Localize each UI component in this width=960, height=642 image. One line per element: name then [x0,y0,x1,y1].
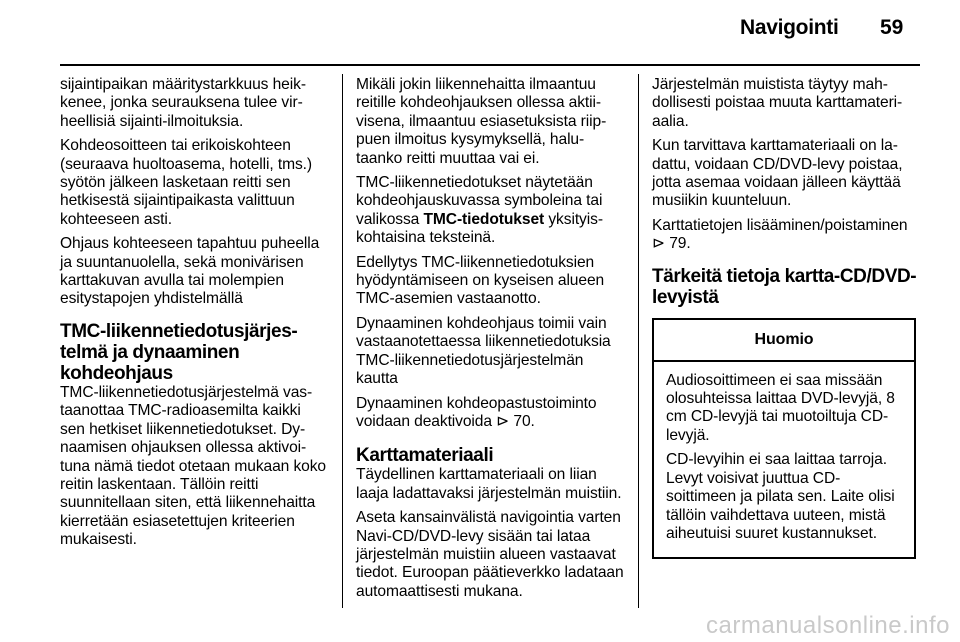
header-rule [60,64,920,66]
paragraph: Audiosoittimeen ei saa missään olosuhteissa laittaa DVD-levyjä, 8 cm CD-levyjä tai muotoiltuja CD-levyjä. [666,371,895,444]
note-body [654,362,914,558]
watermark: carmanualsonline.info [706,612,950,639]
section-heading-tmc: TMC-liikennetiedotusjärjestelmä ja dynaaminen kohdeohjaus [60,320,298,384]
text-run: TMC-liikennetiedotukset näytetään kohdeohjauskuvassa symboleina tai valikossa [356,174,603,228]
paragraph: CD-levyihin ei saa laittaa tarroja. Levyt voisivat juuttua CD-soittimeen ja pilata sen. Laite olisi tällöin vaihdettava uuteen, mistä aiheutuisi suuret kustannukset. [666,451,895,542]
note-box [652,318,916,560]
paragraph: Aseta kansainvälistä navigointia varten Navi-CD/DVD-levy sisään tai lataa järjestelmän muistiin alueen vastaavat tiedot. Euroopan päätieverkko ladataan automaattisesti mukana. [356,509,624,600]
paragraph: Kun tarvittava karttamateriaali on ladattu, voidaan CD/DVD-levy poistaa, jotta asemaa voidaan jälleen käyttää musiikin kuunteluun. [652,137,903,210]
paragraph: Kohdeosoitteen tai erikoiskohteen (seuraava huoltoasema, hotelli, tms.) syötön jälkeen lasketaan reitti sen hetkisestä sijaintipaikasta valittuun kohteeseen asti. [60,137,312,228]
text-run: yksityiskohtaisina teksteinä. [356,210,604,247]
paragraph: Täydellinen karttamateriaali on liian laaja ladattavaksi järjestelmän muistiin. [356,466,622,502]
column-3 [652,76,920,559]
page-footer [0,604,960,642]
paragraph: Ohjaus kohteeseen tapahtuu puheella ja suuntanuolella, sekä monivärisen karttakuvan avulla tai molempien esitystapojen yhdistelmällä [60,235,320,308]
menu-reference: TMC-tiedotukset [423,210,545,228]
section-heading-karttamateriaali: Karttamateriaali [356,445,494,467]
note-title: Huomio [654,320,914,362]
paragraph: Karttatietojen lisääminen/poistaminen ⊳ 79. [652,216,908,253]
paragraph: Dynaaminen kohdeohjaus toimii vain vastaanotettaessa liikennetiedotuksia TMC-liikennetiedotusjärjestelmän kautta [356,314,611,388]
paragraph: Edellytys TMC-liikennetiedotuksien hyödyntämiseen on kyseisen alueen TMC-asemien vastaanotto. [356,253,605,308]
section-title: Navigointi [740,16,839,39]
column-2 [356,76,624,607]
paragraph: Dynaaminen kohdeopastustoiminto voidaan deaktivoida ⊳ 70. [356,394,597,430]
paragraph: TMC-liikennetiedotusjärjestelmä vastaanottaa TMC-radioasemilta kaikki sen hetkiset liikennetiedotukset. Dynaamisen ohjauksen ollessa aktivoituna nämä tiedot otetaan mukaan koko reitin laskentaan. Tällöin reitti suunnitellaan siten, että liikennehaitta kierretään esiasetettujen kriteerien mukaisesti. [60,383,327,549]
page-header [0,0,960,66]
section-heading-kartta-cd: Tärkeitä tietoja kartta-CD/DVD-levyistä [652,265,917,308]
paragraph: Järjestelmän muistista täytyy mahdollisesti poistaa muuta karttamateriaalia. [652,76,903,130]
column-divider-1 [342,74,343,608]
paragraph: sijaintipaikan määritystarkkuus heikkenee, jonka seurauksena tulee virheellisiä sijainti-ilmoituksia. [60,76,307,130]
paragraph [356,174,624,248]
column-divider-2 [638,74,639,608]
column-1 [60,76,328,556]
paragraph: Mikäli jokin liikennehaitta ilmaantuu reitille kohdeohjauksen ollessa aktiivisena, ilmaantuu esiasetuksista riippuen ilmoitus kysymyksellä, halutaanko reitti muuttaa vai ei. [356,76,607,167]
page-number: 59 [880,16,904,39]
